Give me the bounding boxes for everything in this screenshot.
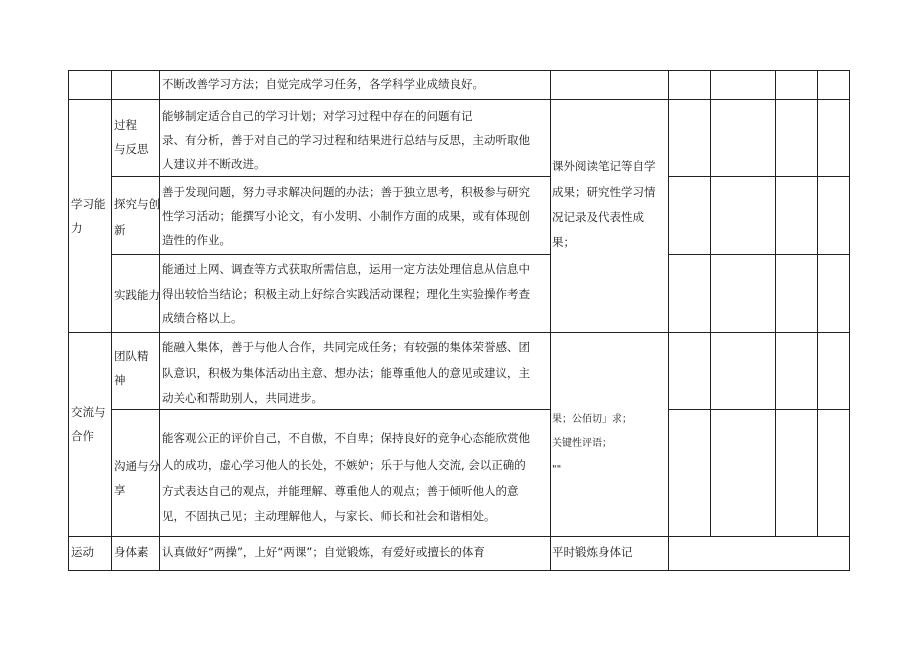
evidence-communication-line: 果；公佰切」求； [552,414,632,425]
content-team-spirit-line: 能融入集体，善于与他人合作，共同完成任务；有较强的集体荣誉感、团 [162,340,530,354]
content-inquiry-innovation-line: 造性的作业。 [162,233,231,247]
content-practice-ability-line: 能通过上网、调查等方式获取所需信息，运用一定方法处理信息从信息中 [162,262,530,276]
category-communication-line2: 合作 [71,429,94,443]
item-inquiry-innovation-line1: 探究与创 [114,197,160,211]
item-inquiry-innovation-line2: 新 [114,223,126,237]
content-team-spirit-line: 队意识，积极为集体活动出主意、想办法；能尊重他人的意见或建议，主 [162,366,530,380]
row0-content: 不断改善学习方法；自觉完成学习任务，各学科学业成绩良好。 [162,77,484,91]
content-communication-sharing-line: 人的成功，虚心学习他人的长处，不嫉妒；乐于与他人交流, 会以正确的 [162,458,526,472]
evidence-communication-line: "" [552,464,562,475]
table-vline [849,70,850,570]
item-communication-sharing-line2: 享 [114,483,126,497]
table-hline [68,332,850,333]
table-hline [668,409,850,410]
item-communication-sharing-line1: 沟通与分 [114,459,160,473]
table-hline [68,70,850,71]
table-hline [68,536,850,537]
table-hline [68,99,850,100]
item-team-spirit-line2: 神 [114,373,126,387]
content-process-reflection-line: 能够制定适合自己的学习计划；对学习过程中存在的问题有记 [162,109,473,123]
evidence-sports: 平时锻炼身体记 [552,545,633,559]
table-vline [668,70,669,570]
item-practice-ability: 实践能力 [114,288,160,302]
content-practice-ability-line: 得出较恰当结论；积极主动上好综合实践活动课程；理化生实验操作考查 [162,287,530,301]
table-vline [817,70,818,536]
item-process-reflection-line2: 与反思 [114,142,149,156]
table-hline [111,409,550,410]
item-physical-quality: 身体素 [114,545,149,559]
table-vline [550,70,551,570]
category-learning-line2: 力 [71,221,83,235]
table-hline [68,570,850,571]
category-communication-line1: 交流与 [71,405,106,419]
content-communication-sharing-line: 见，不固执己见；主动理解他人，与家长、师长和社会和谐相处。 [162,509,496,523]
content-inquiry-innovation-line: 善于发现问题，努力寻求解决问题的办法；善于独立思考，积极参与研究 [162,185,530,199]
table-vline [775,70,776,536]
content-process-reflection-line: 录、有分析，善于对自己的学习过程和结果进行总结与反思，主动听取他 [162,133,530,147]
evidence-learning-line: 课外阅读笔记等自学 [552,159,656,173]
content-sports: 认真做好“两操”，上好“两课”；自觉锻炼，有爱好或擅长的体育 [162,545,485,559]
category-sports: 运动 [71,545,94,559]
evidence-communication-line: 关键性评语； [552,438,612,449]
content-inquiry-innovation-line: 性学习活动；能撰写小论文，有小发明、小制作方面的成果，或有体现创 [162,209,530,223]
evidence-learning-line: 况记录及代表性成 [552,210,644,224]
table-vline [111,70,112,570]
table-hline [668,176,850,177]
table-vline [710,70,711,536]
evidence-learning-line: 成果；研究性学习情 [552,185,656,199]
content-practice-ability-line: 成绩合格以上。 [162,311,243,325]
category-learning-line1: 学习能 [71,197,106,211]
item-process-reflection-line1: 过程 [114,118,137,132]
table-hline [111,254,550,255]
evidence-learning-line: 果； [552,235,575,249]
evaluation-table [68,70,850,570]
item-team-spirit-line1: 团队精 [114,349,149,363]
table-hline [668,254,850,255]
table-vline [159,70,160,570]
table-vline [68,70,69,570]
content-communication-sharing-line: 能客观公正的评价自己，不自傲，不自卑；保持良好的竞争心态能欣赏他 [162,431,530,445]
table-hline [111,176,550,177]
content-team-spirit-line: 动关心和帮助别人，共同进步。 [162,391,323,405]
content-communication-sharing-line: 方式表达自己的观点，并能理解、尊重他人的观点；善于倾听他人的意 [162,484,519,498]
content-process-reflection-line: 人建议并不断改进。 [162,157,266,171]
